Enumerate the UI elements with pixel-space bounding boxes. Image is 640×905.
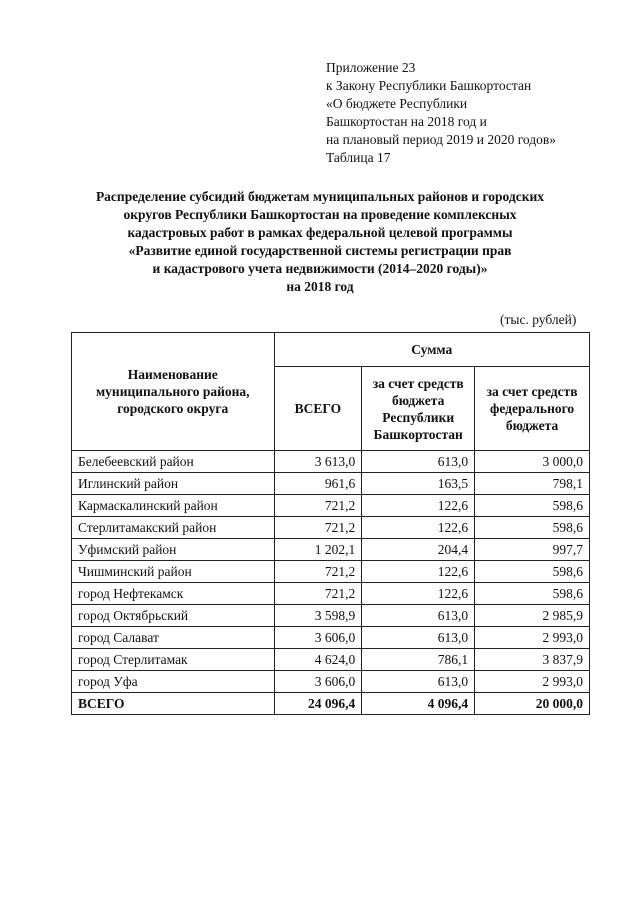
cell-name: Кармаскалинский район (72, 495, 275, 517)
cell-federal: 2 993,0 (475, 627, 590, 649)
table-row (72, 583, 590, 605)
cell-federal: 598,6 (475, 517, 590, 539)
cell-total: 721,2 (274, 495, 362, 517)
cell-republic: 613,0 (362, 627, 475, 649)
cell-total: 3 598,9 (274, 605, 362, 627)
cell-federal: 598,6 (475, 583, 590, 605)
table-total-row (72, 693, 590, 715)
cell-republic: 4 096,4 (362, 693, 475, 715)
table-row (72, 561, 590, 583)
subsidy-table (71, 332, 590, 715)
header-total: ВСЕГО (274, 367, 362, 451)
table-row (72, 671, 590, 693)
appendix-line: «О бюджете Республики (326, 96, 468, 111)
document-title (40, 188, 600, 296)
cell-federal: 798,1 (475, 473, 590, 495)
cell-name: Уфимский район (72, 539, 275, 561)
cell-total: 3 613,0 (274, 451, 362, 473)
cell-federal: 3 000,0 (475, 451, 590, 473)
title-line: и кадастрового учета недвижимости (2014–2020 годы)» (152, 261, 488, 276)
units-label: (тыс. рублей) (500, 312, 577, 327)
appendix-line: Таблица 17 (326, 150, 391, 165)
cell-total: 24 096,4 (274, 693, 362, 715)
cell-republic: 613,0 (362, 451, 475, 473)
cell-federal: 997,7 (475, 539, 590, 561)
cell-federal: 2 993,0 (475, 671, 590, 693)
cell-name: Белебеевский район (72, 451, 275, 473)
cell-name: город Салават (72, 627, 275, 649)
cell-total: 721,2 (274, 583, 362, 605)
cell-republic: 204,4 (362, 539, 475, 561)
title-line: «Развитие единой государственной системы регистрации прав (128, 243, 512, 258)
title-line: на 2018 год (286, 279, 354, 294)
appendix-block (326, 59, 626, 167)
table-row (72, 605, 590, 627)
cell-name: Иглинский район (72, 473, 275, 495)
title-line: Распределение субсидий бюджетам муниципальных районов и городских (95, 189, 545, 204)
header-name: Наименование муниципального района, городского округа (72, 333, 275, 451)
cell-republic: 613,0 (362, 605, 475, 627)
table-row (72, 473, 590, 495)
table-row (72, 627, 590, 649)
cell-republic: 122,6 (362, 517, 475, 539)
appendix-line: Приложение 23 (326, 60, 416, 75)
table-row (72, 451, 590, 473)
cell-republic: 163,5 (362, 473, 475, 495)
cell-federal: 598,6 (475, 561, 590, 583)
cell-total: 4 624,0 (274, 649, 362, 671)
cell-name: ВСЕГО (72, 693, 275, 715)
cell-total: 3 606,0 (274, 627, 362, 649)
cell-name: город Октябрьский (72, 605, 275, 627)
appendix-line: к Закону Республики Башкортостан (326, 78, 532, 93)
cell-republic: 786,1 (362, 649, 475, 671)
cell-name: Чишминский район (72, 561, 275, 583)
cell-total: 721,2 (274, 561, 362, 583)
table-row (72, 517, 590, 539)
cell-total: 961,6 (274, 473, 362, 495)
cell-republic: 122,6 (362, 495, 475, 517)
cell-federal: 20 000,0 (475, 693, 590, 715)
cell-republic: 122,6 (362, 583, 475, 605)
cell-name: город Стерлитамак (72, 649, 275, 671)
cell-name: город Нефтекамск (72, 583, 275, 605)
cell-republic: 122,6 (362, 561, 475, 583)
header-republic: за счет средств бюджета Республики Башкортостан (362, 367, 475, 451)
cell-total: 3 606,0 (274, 671, 362, 693)
table-row (72, 539, 590, 561)
appendix-line: Башкортостан на 2018 год и (326, 114, 487, 129)
table-body (72, 451, 590, 715)
table-row (72, 495, 590, 517)
cell-federal: 598,6 (475, 495, 590, 517)
appendix-line: на плановый период 2019 и 2020 годов» (326, 132, 557, 147)
cell-total: 721,2 (274, 517, 362, 539)
cell-federal: 2 985,9 (475, 605, 590, 627)
title-line: округов Республики Башкортостан на проведение комплексных (123, 207, 517, 222)
header-federal: за счет средств федерального бюджета (475, 367, 590, 451)
cell-name: Стерлитамакский район (72, 517, 275, 539)
cell-republic: 613,0 (362, 671, 475, 693)
header-sum: Сумма (274, 333, 589, 367)
cell-name: город Уфа (72, 671, 275, 693)
table-row (72, 649, 590, 671)
title-line: кадастровых работ в рамках федеральной целевой программы (127, 225, 513, 240)
cell-federal: 3 837,9 (475, 649, 590, 671)
cell-total: 1 202,1 (274, 539, 362, 561)
